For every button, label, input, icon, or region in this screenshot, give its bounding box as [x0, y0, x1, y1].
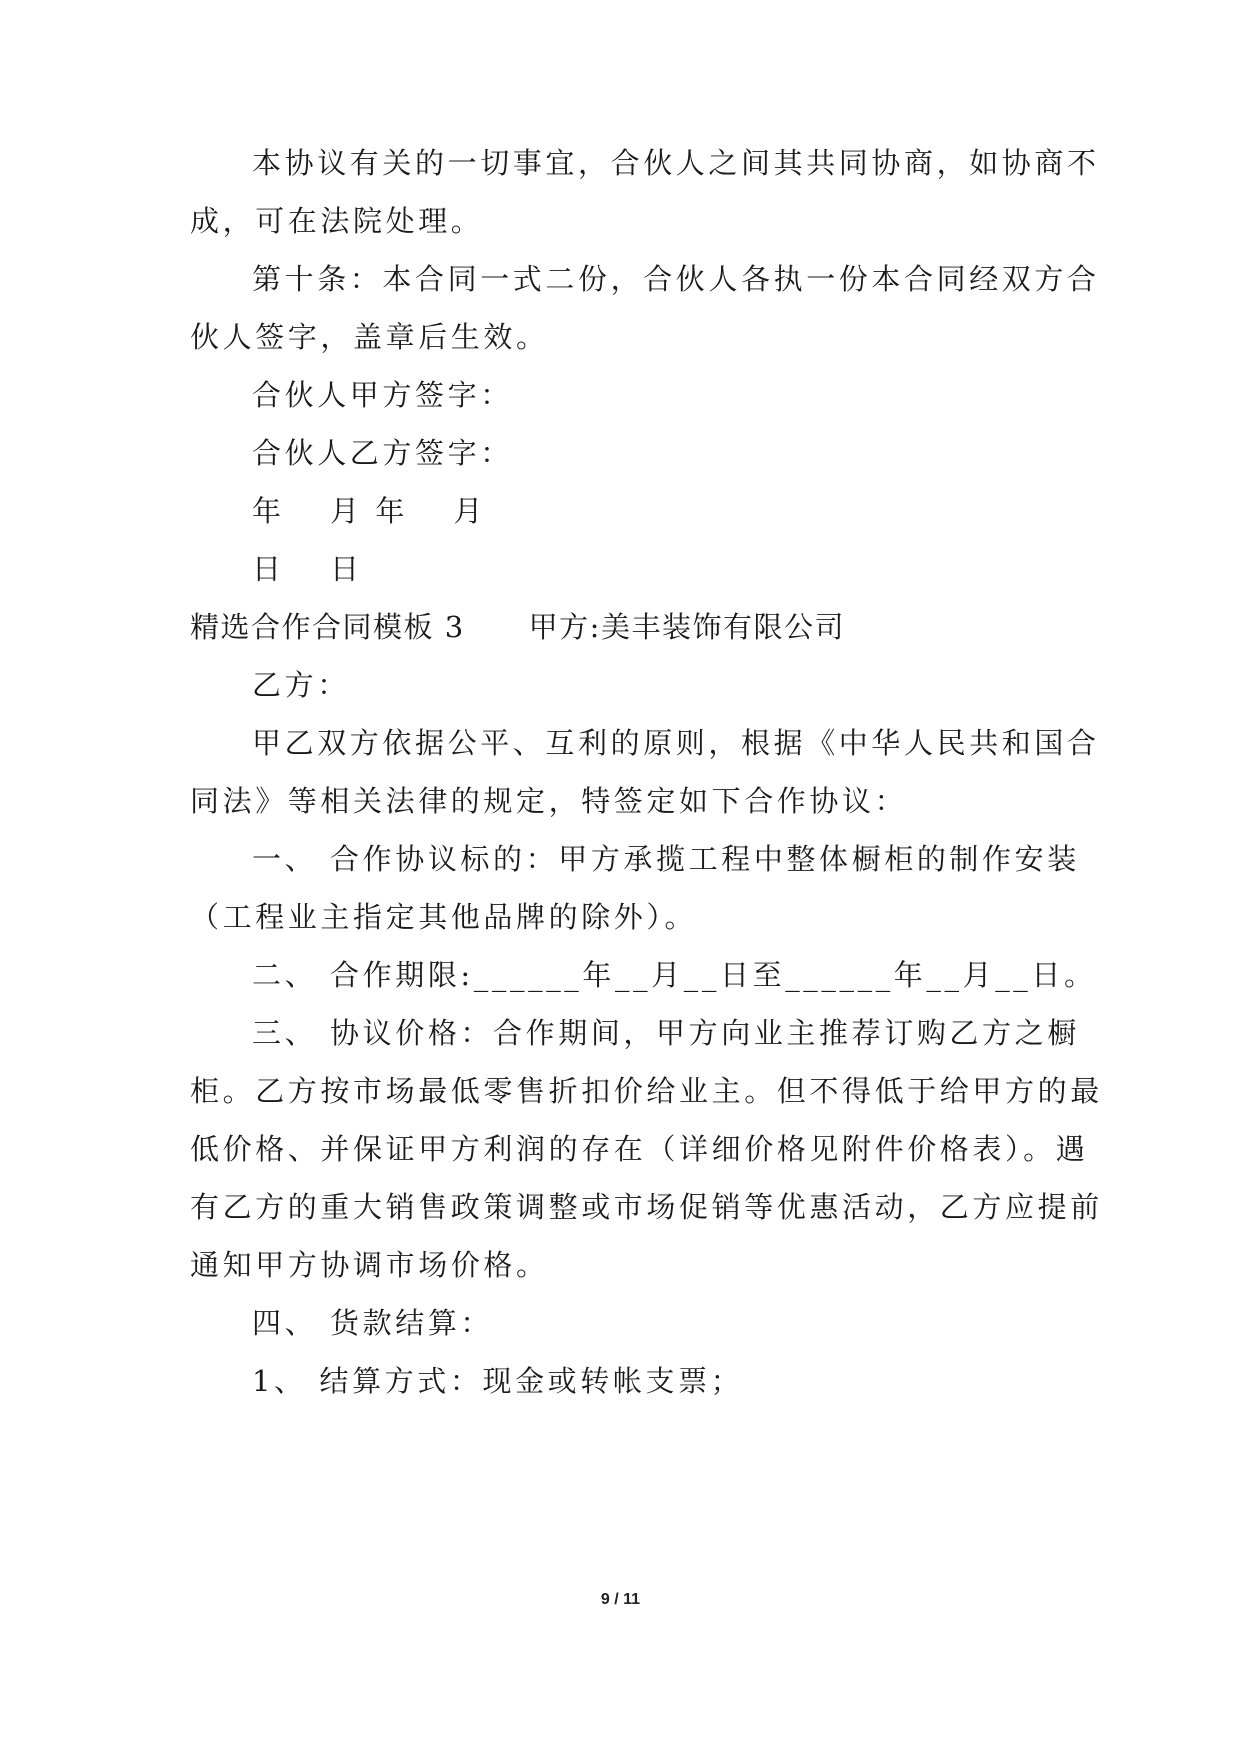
date-line-day: 日 日: [252, 552, 363, 586]
clause-line: 三、 协议价格：合作期间，甲方向业主推荐订购乙方之橱: [252, 1016, 1080, 1050]
date-line-year-month: 年 月 年 月: [252, 494, 487, 528]
clause-line: 四、 货款结算：: [252, 1306, 494, 1340]
clause-line: 通知甲方协调市场价格。: [190, 1248, 549, 1282]
party-a-name: 甲方:美丰装饰有限公司: [528, 610, 845, 644]
clause-line: 柜。乙方按市场最低零售折扣价给业主。但不得低于给甲方的最: [190, 1074, 1103, 1108]
section-title: 精选合作合同模板 3: [190, 610, 465, 644]
clause-line: 二、 合作期限:______年__月__日至______年__月__日。: [252, 958, 1097, 992]
party-b-line: 乙方：: [252, 668, 350, 702]
paragraph-line: 伙人签字，盖章后生效。: [190, 320, 549, 354]
paragraph-line: 第十条：本合同一式二份，合伙人各执一份本合同经双方合: [252, 262, 1100, 296]
section-title-line: [190, 607, 845, 647]
signature-line-party-a: 合伙人甲方签字：: [252, 378, 513, 412]
paragraph-line: 同法》等相关法律的规定，特签定如下合作协议：: [190, 784, 908, 818]
clause-line: 1、 结算方式：现金或转帐支票；: [252, 1364, 744, 1398]
signature-line-party-b: 合伙人乙方签字：: [252, 436, 513, 470]
page-number: 9 / 11: [600, 1591, 641, 1608]
clause-line: 有乙方的重大销售政策调整或市场促销等优惠活动，乙方应提前: [190, 1190, 1103, 1224]
paragraph-line: 甲乙双方依据公平、互利的原则，根据《中华人民共和国合: [252, 726, 1100, 760]
clause-line: （工程业主指定其他品牌的除外）。: [190, 900, 698, 934]
paragraph-line: 本协议有关的一切事宜，合伙人之间其共同协商，如协商不: [252, 146, 1100, 180]
clause-line: 低价格、并保证甲方利润的存在（详细价格见附件价格表）。遇: [190, 1132, 1089, 1166]
clause-line: 一、 合作协议标的：甲方承揽工程中整体橱柜的制作安装: [252, 842, 1080, 876]
paragraph-line: 成，可在法院处理。: [190, 204, 484, 238]
